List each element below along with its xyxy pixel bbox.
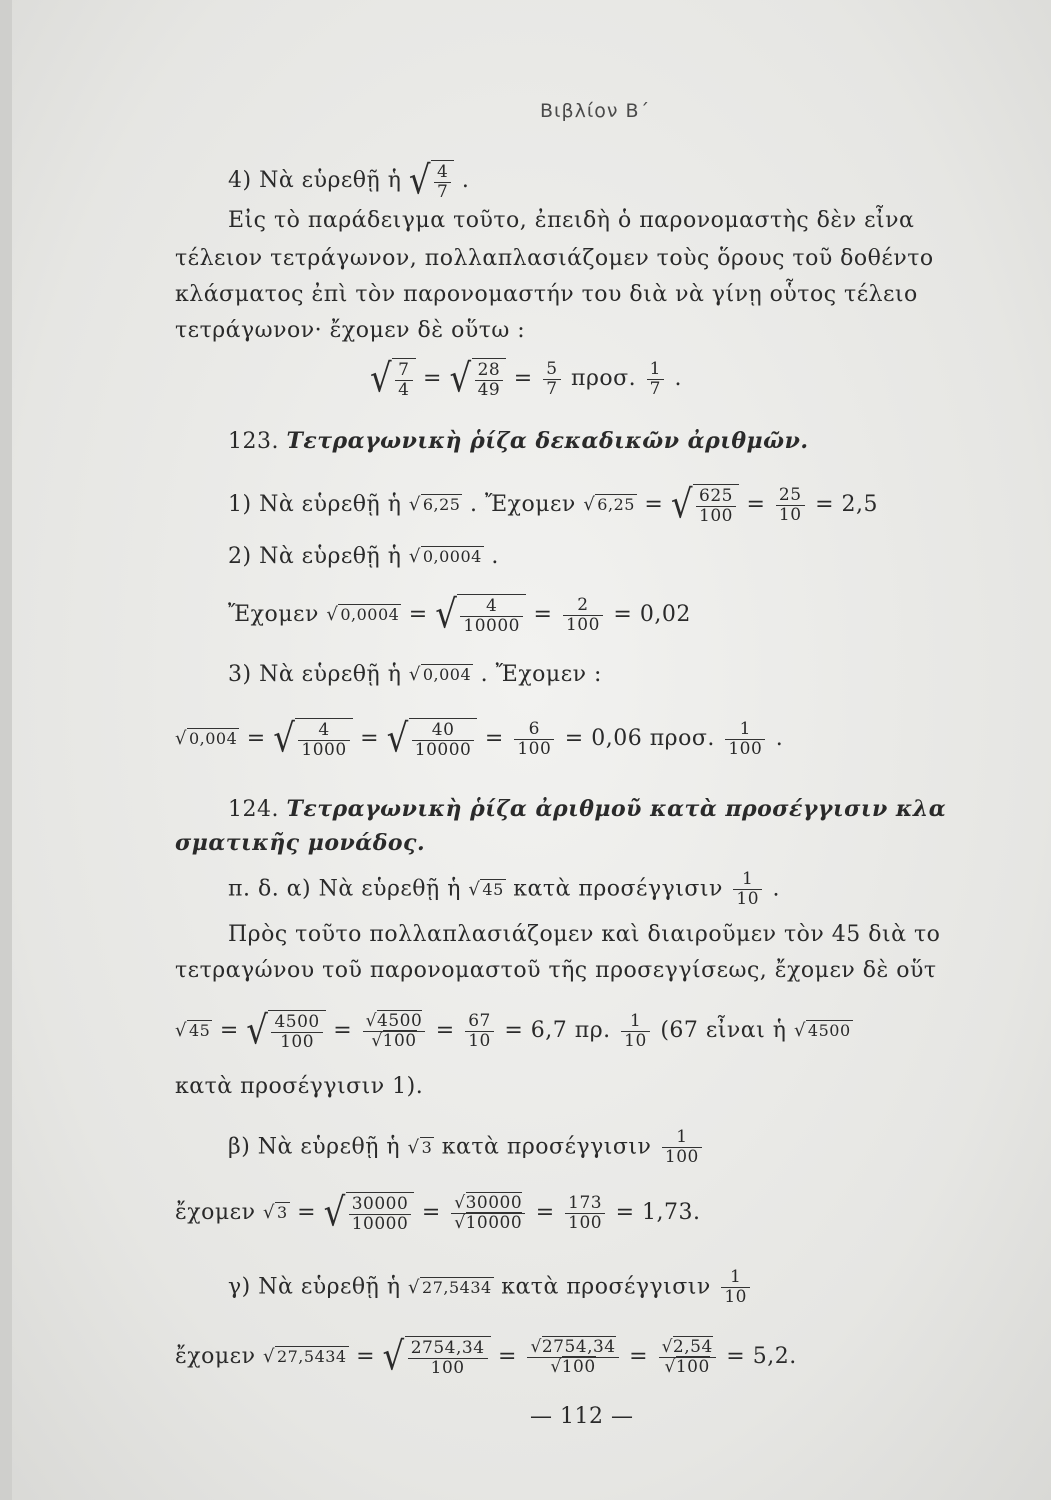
sqrt-symbol: √ 4500 [793,1020,851,1041]
equation-1: √ $\frac{7}{4}$ = √ $\frac{28}{49}$ = $\frac{5}{7}$ προσ. $\frac{1}{7}$ . [370,356,682,402]
fraction: $\frac{√2,54}{√100}$ [659,1338,716,1377]
paragraph-line: Πρὸς τοῦτο πολλαπλασιάζομεν καὶ διαιροῦμεν τὸν 45 διὰ το [228,922,941,947]
problem-124-a: π. δ. α) Νὰ εὑρεθῇ ἡ √ 45 κατὰ προσέγγισιν $\frac{1}{10}$ . [228,869,781,909]
problem-123-2-solution: Ἔχομεν √ 0,0004 = √ $\frac{4}{10000}$ = $\frac{2}{100}$ = 0,02 [228,592,691,638]
sqrt-symbol: √ 45 [175,1020,211,1041]
sqrt-symbol: √ 3 [262,1202,288,1223]
sqrt-symbol: √ 0,0004 [408,546,482,567]
problem-124-b: β) Νὰ εὑρεθῇ ἡ √ 3 κατὰ προσέγγισιν $\frac{1}{100}$ [228,1128,705,1167]
sqrt-symbol: √ $\frac{28}{49}$ [449,358,506,400]
sqrt-symbol: √ 27,5434 [262,1346,347,1367]
fraction: $\frac{4}{7}$ [434,163,451,202]
sqrt-symbol: √ 0,0004 [326,604,400,625]
sqrt-symbol: √ 0,004 [175,728,238,749]
sqrt-symbol: √ 27,5434 [408,1276,492,1298]
section-124-heading: 124. Τετραγωνικὴ ῥίζα ἀριθμοῦ κατὰ προσέγγισιν κλα [228,796,947,822]
fraction: $\frac{25}{10}$ [776,486,805,525]
fraction: $\frac{√2754,34}{√100}$ [527,1338,618,1377]
problem-123-1: 1) Νὰ εὑρεθῇ ἡ √ 6,25 . Ἔχομεν √ 6,25 = √ $\frac{625}{100}$ = $\frac{25}{10}$ = 2,5 [228,482,878,528]
section-124-heading-cont: σματικῆς μονάδος. [175,830,426,856]
fraction: $\frac{1}{100}$ [725,720,765,759]
paragraph-line: κλάσματος ἐπὶ τὸν παρονομαστήν του διὰ νὰ γίνῃ οὗτος τέλειο [175,282,918,307]
sqrt-symbol: √ $\frac{625}{100}$ [671,484,739,526]
page-edge-shadow [0,0,12,1500]
equation-c: ἔχομεν √ 27,5434 = √ $\frac{2754,34}{100}$ = $\frac{√2754,34}{√100}$ = $\frac{√2,54}{√100}$ = 5,2. [175,1334,797,1380]
sqrt-symbol: √ $\frac{30000}{10000}$ [324,1192,415,1234]
paragraph-line: τέλειον τετράγωνον, πολλαπλασιάζομεν τοὺς ὅρους τοῦ δοθέντο [175,246,934,271]
equation-a: √ 45 = √ $\frac{4500}{100}$ = $\frac{√4500}{√100}$ = $\frac{67}{10}$ = 6,7 πρ. $\frac{1}{10}$ (67 εἶναι ἡ √ 4500 [175,1008,851,1054]
sqrt-symbol: √ 45 [468,878,504,900]
period: . [461,168,470,193]
paragraph-line: κατὰ προσέγγισιν 1). [175,1074,424,1099]
page-number: — 112 — [530,1404,634,1429]
paragraph-line: Εἰς τὸ παράδειγμα τοῦτο, ἐπειδὴ ὁ παρονομαστὴς δὲν εἶνα [228,208,915,233]
fraction: $\frac{173}{100}$ [565,1194,605,1233]
fraction: $\frac{√4500}{√100}$ [363,1012,426,1051]
sqrt-symbol: √ 0,004 [408,664,472,685]
fraction: $\frac{1}{10}$ [621,1012,650,1051]
section-123-heading: 123. Τετραγωνικὴ ῥίζα δεκαδικῶν ἀριθμῶν. [228,428,809,454]
fraction: $\frac{1}{100}$ [662,1128,702,1167]
fraction: $\frac{1}{10}$ [733,870,762,909]
equation-b: ἔχομεν √ 3 = √ $\frac{30000}{10000}$ = $\frac{√30000}{√10000}$ = $\frac{173}{100}$ = 1,73. [175,1190,701,1236]
sqrt-symbol: √ 3 [407,1136,433,1158]
problem-123-3: 3) Νὰ εὑρεθῇ ἡ √ 0,004 . Ἔχομεν : [228,662,602,687]
problem-124-c: γ) Νὰ εὑρεθῇ ἡ √ 27,5434 κατὰ προσέγγισιν $\frac{1}{10}$ [228,1268,753,1307]
sqrt-symbol: √ $\frac{4}{1000}$ [273,718,352,760]
problem-123-3-solution: √ 0,004 = √ $\frac{4}{1000}$ = √ $\frac{40}{10000}$ = $\frac{6}{100}$ = 0,06 προσ. $\frac{1}{100}$ . [175,716,784,762]
fraction: $\frac{5}{7}$ [543,360,560,399]
fraction: $\frac{1}{10}$ [721,1268,750,1307]
sqrt-symbol: √ 6,25 [408,494,461,515]
running-header: Βιβλίον Β΄ [540,100,651,122]
fraction: $\frac{2}{100}$ [563,596,603,635]
sqrt-symbol: √ $\frac{40}{10000}$ [387,718,478,760]
fraction: $\frac{67}{10}$ [465,1012,494,1051]
sqrt-symbol: √ 6,25 [583,494,635,515]
problem-123-2: 2) Νὰ εὑρεθῇ ἡ √ 0,0004 . [228,544,499,569]
paragraph-line: τετράγωνον· ἔχομεν δὲ οὕτω : [175,318,526,343]
paragraph-line: τετραγώνου τοῦ παρονομαστοῦ τῆς προσεγγίσεως, ἔχομεν δὲ οὕτ [175,958,937,983]
sqrt-symbol: √ $\frac{4}{7}$ [409,160,455,202]
fraction: $\frac{√30000}{√10000}$ [451,1194,525,1233]
fraction: $\frac{6}{100}$ [514,720,554,759]
sqrt-symbol: √ $\frac{2754,34}{100}$ [383,1336,491,1378]
problem-4-label: 4) Νὰ εὑρεθῇ ἡ [228,168,402,193]
sqrt-symbol: √ $\frac{4500}{100}$ [246,1010,325,1052]
fraction: $\frac{1}{7}$ [647,360,664,399]
sqrt-symbol: √ $\frac{4}{10000}$ [435,594,526,636]
problem-4-line [228,160,469,202]
sqrt-symbol: √ $\frac{7}{4}$ [370,358,416,400]
